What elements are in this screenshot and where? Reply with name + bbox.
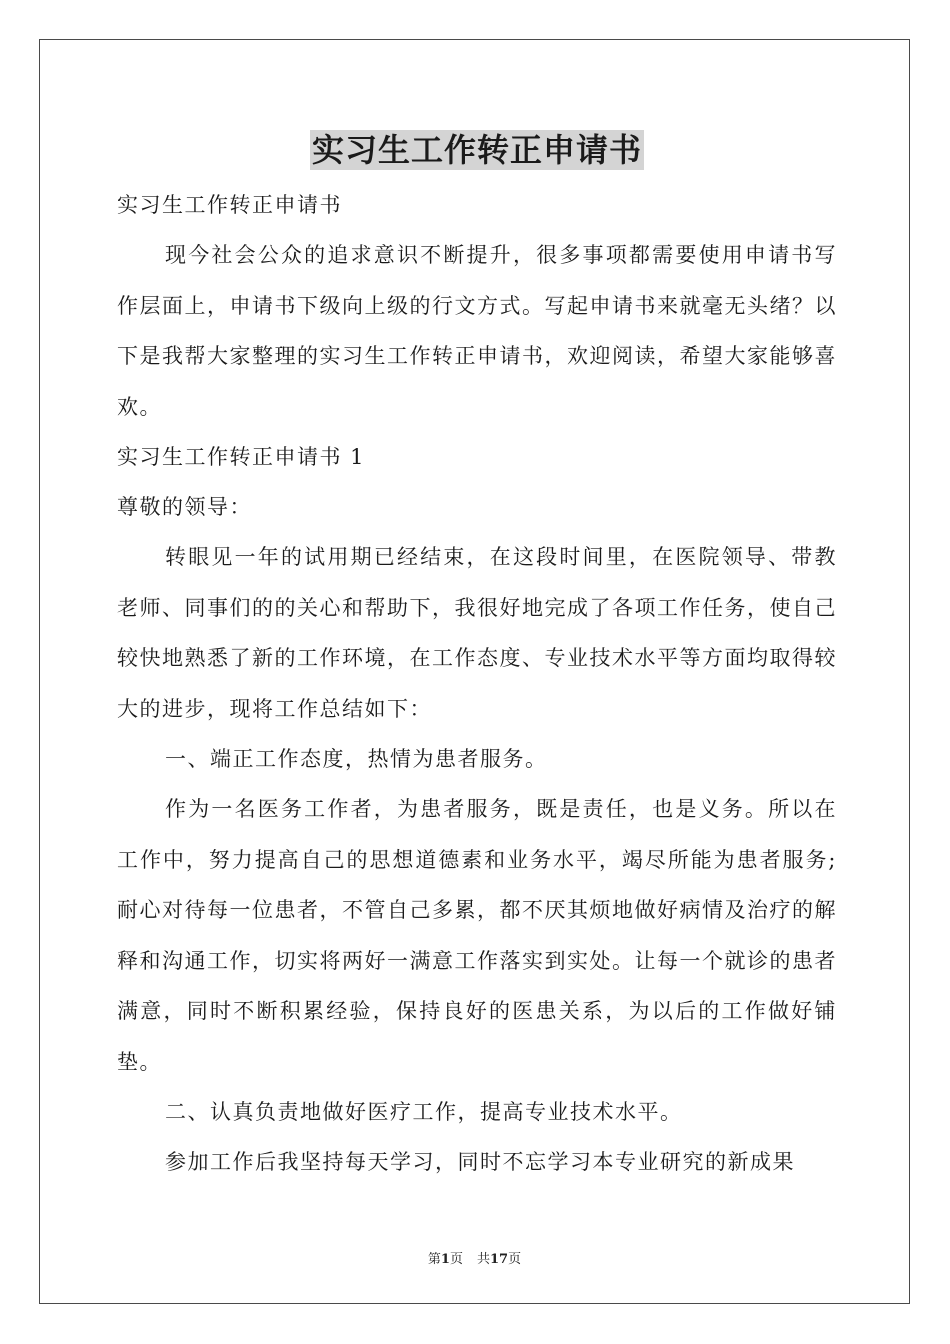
heading-1: 一、端正工作态度，热情为患者服务。 [165, 747, 548, 771]
heading-2: 二、认真负责地做好医疗工作，提高专业技术水平。 [165, 1100, 683, 1124]
salutation: 尊敬的领导： [117, 495, 252, 519]
document-title: 实习生工作转正申请书 [311, 131, 642, 169]
total-prefix: 共 [476, 1252, 490, 1267]
section-heading: 实习生工作转正申请书 1 [117, 445, 366, 469]
paragraph-2: 作为一名医务工作者，为患者服务，既是责任，也是义务。所以在工作中，努力提高自己的思想道德素和业务水平，竭尽所能为患者服务;耐心对待每一位患者，不管自己多累，都不厌其烦地做好病情及治疗的解释和沟通工作，切实将两好一满意工作落实到实处。让每一个就诊的患者满意，同时不断积累经验，保持良好的医患关系，为以后的工作做好铺垫。 [117, 797, 837, 1074]
total-pages: 17 [489, 1252, 509, 1267]
page-prefix: 第 [427, 1252, 441, 1267]
document-subtitle: 实习生工作转正申请书 [117, 193, 342, 217]
total-suffix: 页 [508, 1252, 522, 1267]
paragraph-1: 转眼见一年的试用期已经结束，在这段时间里，在医院领导、带教老师、同事们的的关心和帮助下，我很好地完成了各项工作任务，使自己较快地熟悉了新的工作环境，在工作态度、专业技术水平等方面均取得较大的进步，现将工作总结如下： [117, 545, 837, 721]
paragraph-3: 参加工作后我坚持每天学习，同时不忘学习本专业研究的新成果 [165, 1150, 795, 1174]
page-suffix: 页 [449, 1252, 463, 1267]
intro-paragraph: 现今社会公众的追求意识不断提升，很多事项都需要使用申请书写作层面上，申请书下级向上级的行文方式。写起申请书来就毫无头绪？以下是我帮大家整理的实习生工作转正申请书，欢迎阅读，希望大家能够喜欢。 [117, 243, 837, 419]
document-page [39, 39, 910, 1304]
title-container [117, 130, 837, 170]
document-body [117, 130, 837, 1187]
page-footer [40, 1248, 909, 1267]
page-number: 1 [440, 1252, 450, 1267]
